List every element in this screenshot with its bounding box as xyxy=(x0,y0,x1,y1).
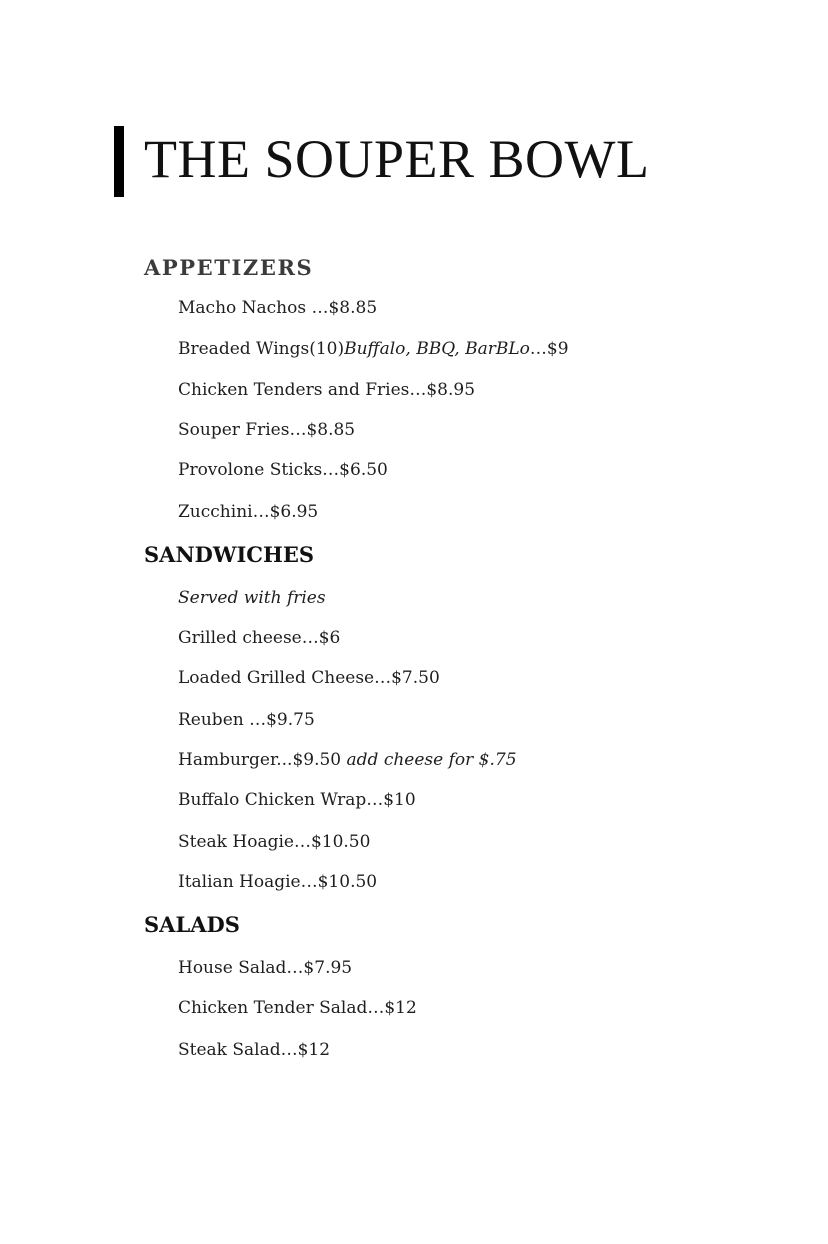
menu-item-reuben: Reuben …$9.75 xyxy=(178,710,315,730)
menu-item-flavors: Buffalo, BBQ, BarBLo xyxy=(344,339,530,359)
menu-item-chicken-tenders-fries: Chicken Tenders and Fries…$8.95 xyxy=(178,380,476,400)
menu-item-italian-hoagie: Italian Hoagie…$10.50 xyxy=(178,872,378,892)
menu-item-loaded-grilled-cheese: Loaded Grilled Cheese…$7.50 xyxy=(178,668,440,688)
menu-item-breaded-wings xyxy=(178,337,569,361)
menu-item-text: Hamburger...$9.50 xyxy=(178,750,347,770)
menu-item-chicken-tender-salad: Chicken Tender Salad…$12 xyxy=(178,998,417,1018)
menu-item-zucchini: Zucchini…$6.95 xyxy=(178,502,319,522)
page-title: THE SOUPER BOWL xyxy=(144,129,650,189)
menu-item-steak-hoagie: Steak Hoagie…$10.50 xyxy=(178,832,371,852)
menu-item-souper-fries: Souper Fries…$8.85 xyxy=(178,420,356,440)
menu-item-house-salad: House Salad…$7.95 xyxy=(178,958,353,978)
section-heading-salads: SALADS xyxy=(144,912,240,937)
menu-item-grilled-cheese: Grilled cheese…$6 xyxy=(178,628,341,648)
menu-item-hamburger xyxy=(178,748,517,772)
section-note-sandwiches: Served with fries xyxy=(178,588,326,608)
menu-item-buffalo-chicken-wrap: Buffalo Chicken Wrap…$10 xyxy=(178,790,416,810)
menu-item-provolone-sticks: Provolone Sticks…$6.50 xyxy=(178,460,388,480)
menu-item-price: …$9 xyxy=(529,339,569,359)
section-heading-sandwiches: SANDWICHES xyxy=(144,542,314,567)
menu-item-macho-nachos: Macho Nachos …$8.85 xyxy=(178,298,378,318)
menu-item-addon: add cheese for $.75 xyxy=(346,750,517,770)
title-accent-bar xyxy=(114,126,124,197)
menu-item-text: Breaded Wings(10) xyxy=(178,339,345,359)
section-heading-appetizers: APPETIZERS xyxy=(144,255,314,280)
menu-item-steak-salad: Steak Salad…$12 xyxy=(178,1040,331,1060)
